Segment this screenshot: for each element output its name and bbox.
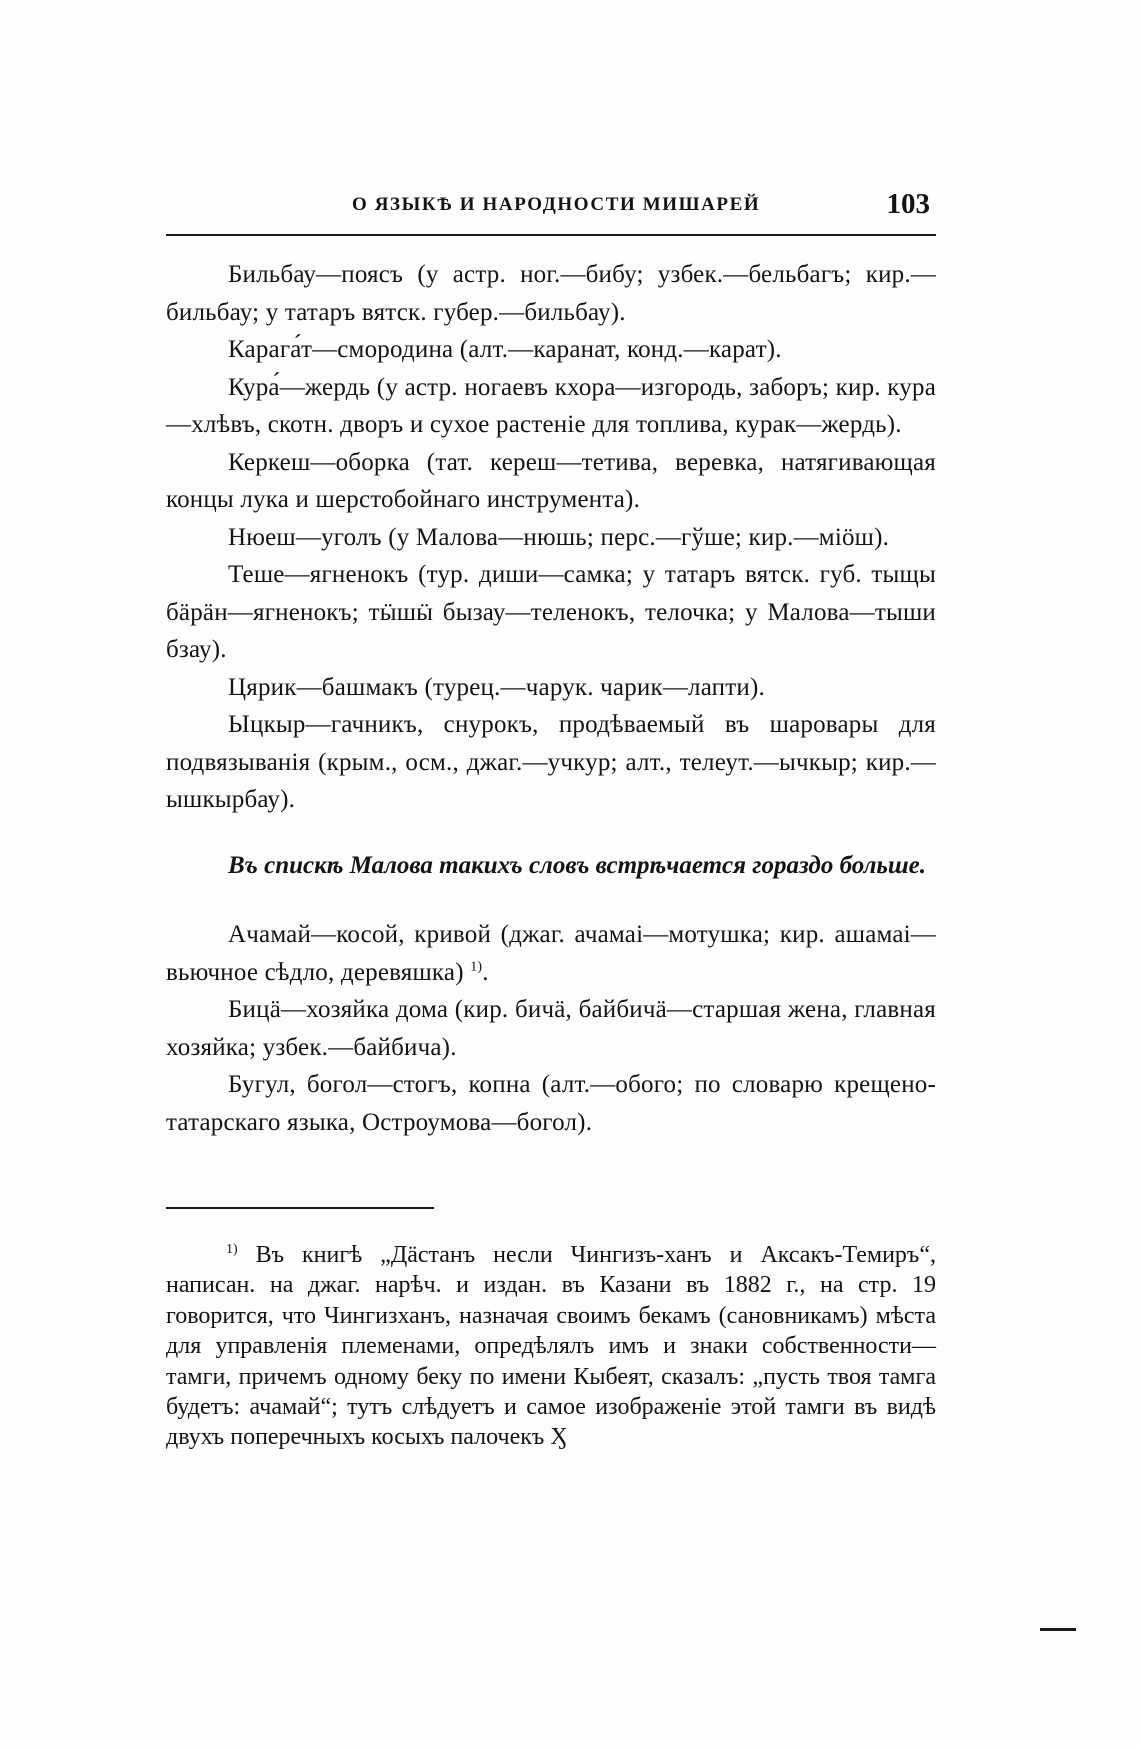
entry-bugul: Бугул, богол—стогъ, копна (алт.—обого; по словарю крещено-татарскаго языка, Остроумова—богол). (166, 1071, 936, 1136)
entry-nyuesh: Нюеш—уголъ (у Малова—нюшь; перс.—гўше; кир.—міӧш). (228, 523, 890, 551)
entry-karagat: Карага́т—смородина (алт.—каранат, конд.—карат). (228, 336, 782, 363)
entry-tsyarik: Цярик—башмакъ (турец.—чарук. чарик—лапти). (228, 673, 765, 701)
entry-achamai-end: . (482, 958, 489, 986)
page-number: 103 (886, 188, 930, 220)
entry-achamai (166, 916, 936, 991)
footnote-marker: 1) (226, 1242, 238, 1257)
italic-remark: Въ спискѣ Малова такихъ словъ встрѣчается гораздо больше. (228, 851, 927, 879)
main-text (166, 256, 936, 1141)
margin-dash-mark (1040, 1628, 1076, 1631)
entry-ytskyr: Ыцкыр—гачникъ, снурокъ, продѣваемый въ шаровары для подвязыванія (крым., осм., джаг.—учкур; алт., телеут.—ычкыр; кир.—ышкырбау). (166, 711, 936, 813)
footnote-divider (166, 1207, 434, 1209)
running-title: О ЯЗЫКѢ И НАРОДНОСТИ МИШАРЕЙ (352, 194, 761, 215)
entry-achamai-text: Ачамай—косой, кривой (джаг. ачамаі—мотушка; кир. ашамаі—вьючное сѣдло, деревяшка) (166, 921, 936, 986)
running-header (166, 190, 936, 236)
entry-teshe: Теше—ягненокъ (тур. диши—самка; у татаръ вятск. губ. тыщы бäрäн—ягненокъ; тӹшӹ бызау—теленокъ, телочка; у Малова—тыши бзау). (166, 561, 936, 663)
entry-kerkesh: Керкеш—оборка (тат. кереш—тетива, веревка, натягивающая концы лука и шерстобойнаго инструмента). (166, 448, 936, 513)
footnote (166, 1240, 936, 1453)
entry-bitsa: Бицä—хозяйка дома (кир. бичä, байбичä—старшая жена, главная хозяйка; узбек.—байбича). (166, 996, 936, 1061)
footnote-text: Въ книгѣ „Дäстанъ несли Чингизъ-ханъ и Аксакъ-Темиръ“, написан. на джаг. нарѣч. и издан. въ Казани въ 1882 г., на стр. 19 говорится, что Чингизханъ, назначая своимъ бекамъ (сановникамъ) мѣста для управленія племенами, опредѣлялъ имъ и знаки собственности—тамги, причемъ одному беку по имени Кыбеят, сказалъ: „пусть твоя тамга будетъ: ачамай“; тутъ слѣдуетъ и самое изображеніе этой тамги въ видѣ двухъ поперечныхъ косыхъ палочекъ Ӽ (166, 1242, 936, 1451)
entry-kura: Кура́—жердь (у астр. ногаевъ кхора—изгородь, заборъ; кир. кура—хлѣвъ, скотн. дворъ и сухое растеніе для топлива, курак—жердь). (166, 373, 936, 438)
footnote-reference[interactable]: 1) (470, 959, 483, 975)
entry-bilbau: Бильбау—поясъ (у астр. ног.—бибу; узбек.—бельбагъ; кир.—бильбау; у татаръ вятск. губер.—бильбау). (166, 261, 936, 326)
